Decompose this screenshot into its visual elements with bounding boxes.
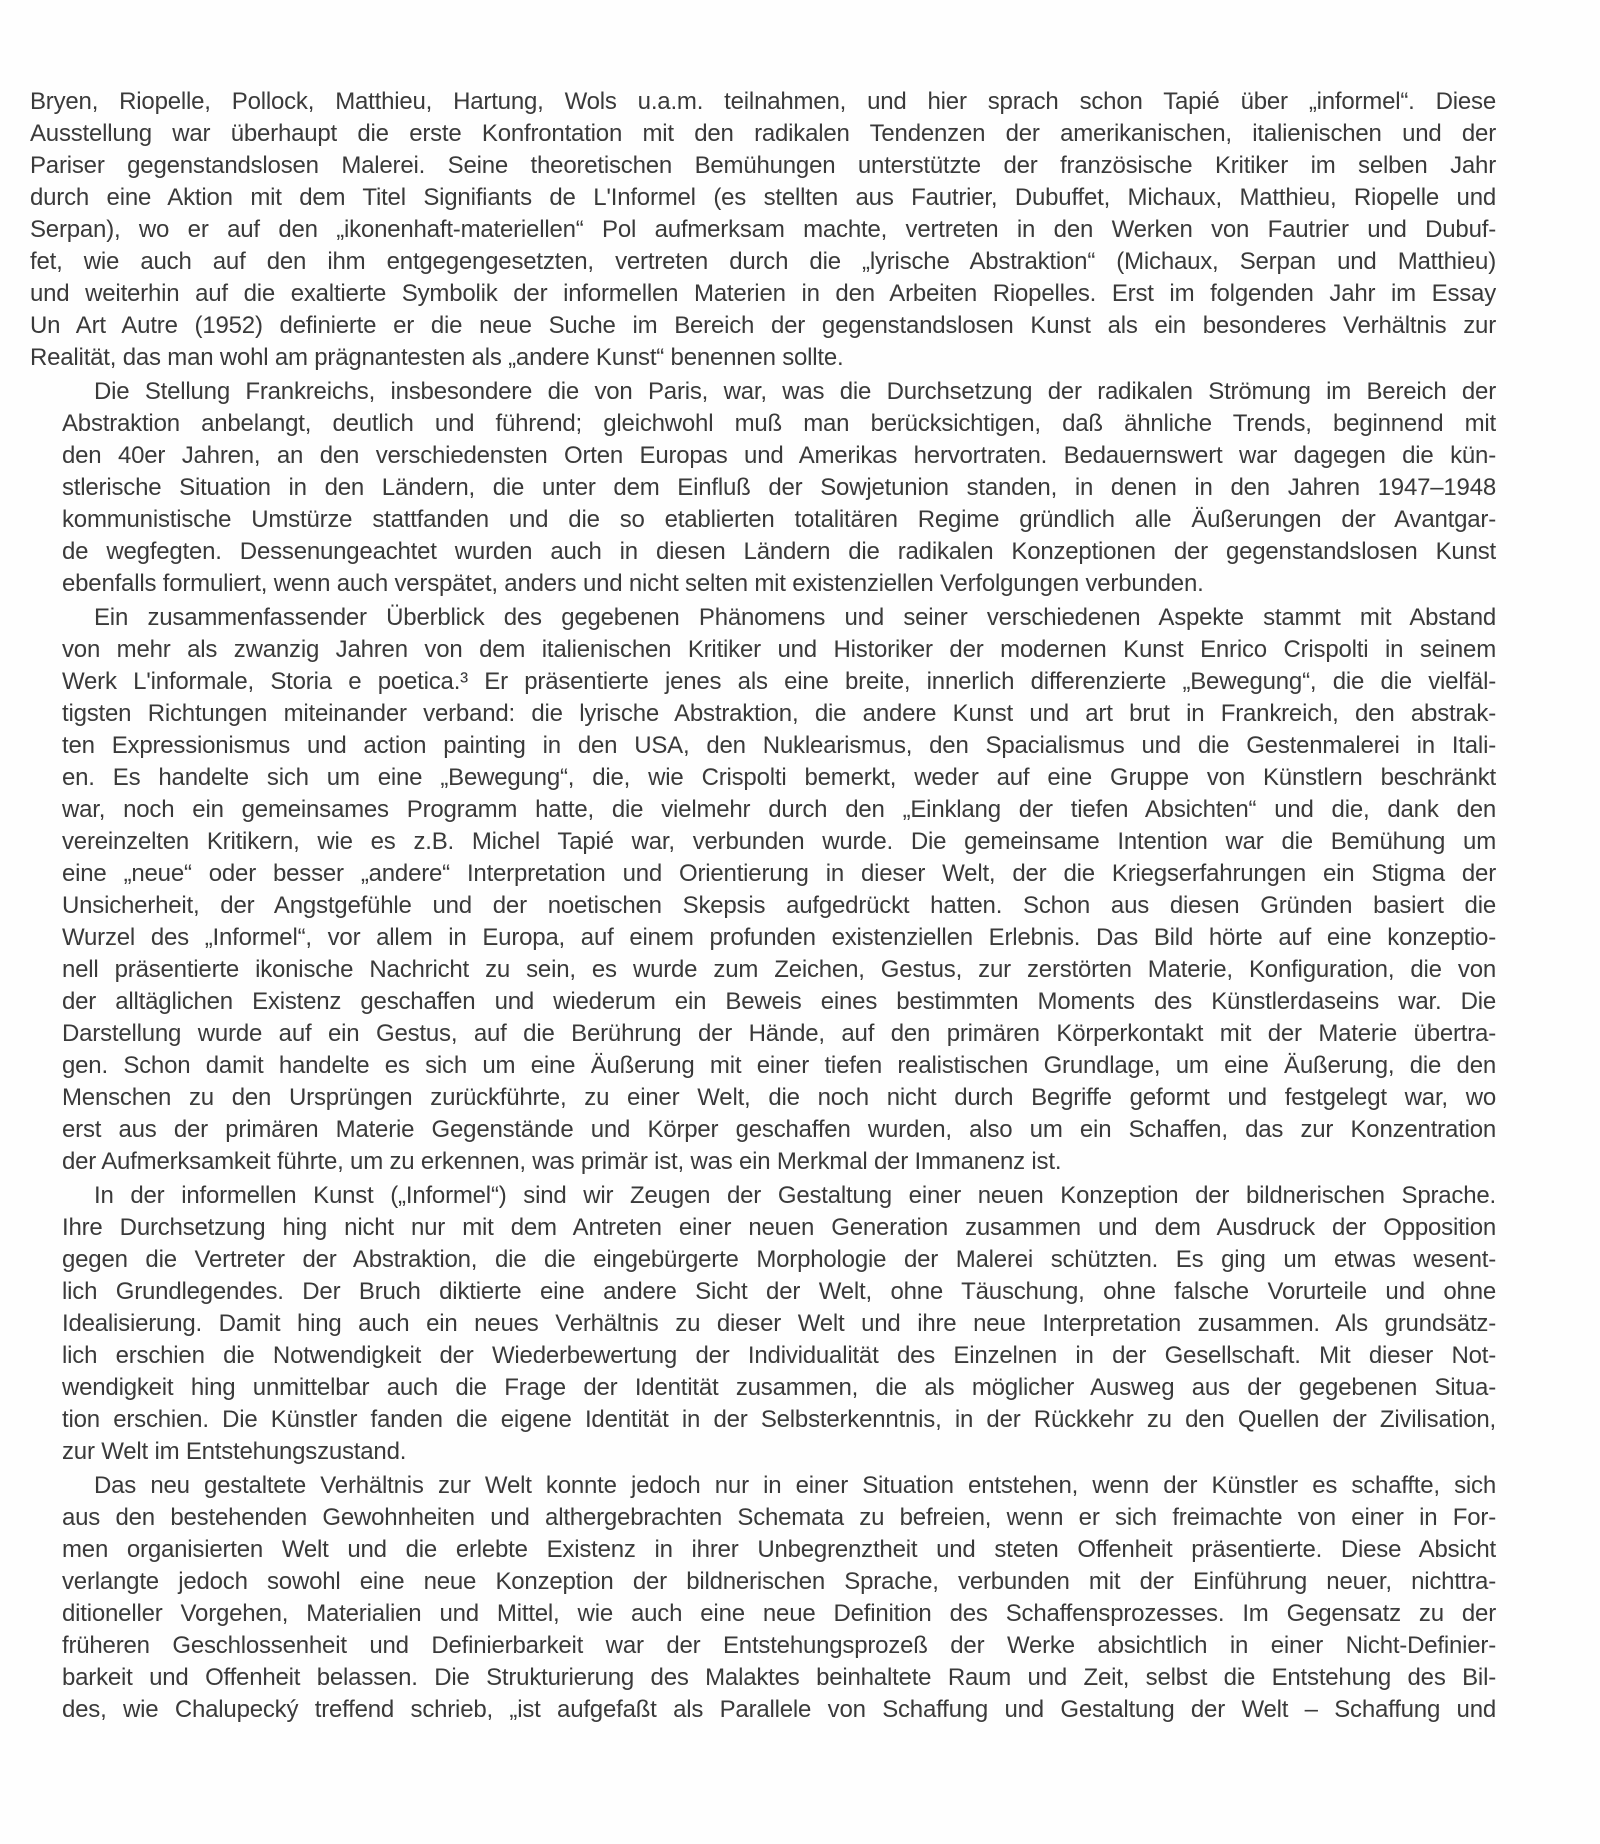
body-text (30, 86, 1496, 1728)
text-line: eine „neue“ oder besser „andere“ Interpretation und Orientierung in dieser Welt, der die Kriegserfahrungen ein Stigma der (62, 860, 1496, 887)
text-line: Ein zusammenfassender Überblick des gegebenen Phänomens und seiner verschiedenen Aspekte stammt mit Abstand (94, 604, 1496, 631)
text-line: der Aufmerksamkeit führte, um zu erkennen, was primär ist, was ein Merkmal der Immanenz ist. (62, 1148, 1062, 1175)
text-line: tigsten Richtungen miteinander verband: die lyrische Abstraktion, die andere Kunst und art brut in Frankreich, den abstrak- (62, 700, 1496, 727)
text-line: Realität, das man wohl am prägnantesten als „andere Kunst“ benennen sollte. (30, 344, 844, 371)
text-line: fet, wie auch auf den ihm entgegengesetzten, vertreten durch die „lyrische Abstraktion“ (Michaux, Serpan und Matthieu) (30, 248, 1496, 275)
text-line: früheren Geschlossenheit und Definierbarkeit war der Entstehungsprozeß der Werke absichtlich in einer Nicht-Definier- (62, 1632, 1496, 1659)
text-line: Unsicherheit, der Angstgefühle und der noetischen Skepsis aufgedrückt hatten. Schon aus diesen Gründen basiert die (62, 892, 1496, 919)
text-line: en. Es handelte sich um eine „Bewegung“, die, wie Crispolti bemerkt, weder auf eine Gruppe von Künstlern beschränkt (62, 764, 1496, 791)
text-line: ebenfalls formuliert, wenn auch verspätet, anders und nicht selten mit existenziellen Verfolgungen verbunden. (62, 570, 1204, 597)
text-line: Das neu gestaltete Verhältnis zur Welt konnte jedoch nur in einer Situation entstehen, wenn der Künstler es schaffte, sich (94, 1472, 1496, 1499)
text-line: Pariser gegenstandslosen Malerei. Seine theoretischen Bemühungen unterstützte der französische Kritiker im selben Jahr (30, 152, 1496, 179)
text-line: tion erschien. Die Künstler fanden die eigene Identität in der Selbsterkenntnis, in der Rückkehr zu den Quellen der Zivilisation, (62, 1406, 1496, 1433)
text-line: kommunistische Umstürze stattfanden und die so etablierten totalitären Regime gründlich alle Äußerungen der Avantgar- (62, 506, 1496, 533)
text-line: Bryen, Riopelle, Pollock, Matthieu, Hartung, Wols u.a.m. teilnahmen, und hier sprach schon Tapié über „informel“. Diese (30, 88, 1496, 115)
text-line: Ausstellung war überhaupt die erste Konfrontation mit den radikalen Tendenzen der amerikanischen, italienischen und der (30, 120, 1496, 147)
text-line: Un Art Autre (1952) definierte er die neue Suche im Bereich der gegenstandslosen Kunst als ein besonderes Verhältnis zur (30, 312, 1496, 339)
text-line: barkeit und Offenheit belassen. Die Strukturierung des Malaktes beinhaltete Raum und Zeit, selbst die Entstehung des Bil- (62, 1664, 1496, 1691)
text-line: de wegfegten. Dessenungeachtet wurden auch in diesen Ländern die radikalen Konzeptionen der gegenstandslosen Kunst (62, 538, 1496, 565)
paragraph (30, 1470, 1496, 1726)
text-line: erst aus der primären Materie Gegenstände und Körper geschaffen wurden, also um ein Schaffen, das zur Konzentration (62, 1116, 1496, 1143)
text-line: den 40er Jahren, an den verschiedensten Orten Europas und Amerikas hervortraten. Bedauernswert war dagegen die kün- (62, 442, 1496, 469)
text-line: Abstraktion anbelangt, deutlich und führend; gleichwohl muß man berücksichtigen, daß ähnliche Trends, beginnend mit (62, 410, 1496, 437)
text-line: der alltäglichen Existenz geschaffen und wiederum ein Beweis eines bestimmten Moments des Künstlerdaseins war. Die (62, 988, 1496, 1015)
text-line: lich erschien die Notwendigkeit der Wiederbewertung der Individualität des Einzelnen in der Gesellschaft. Mit dieser Not- (62, 1342, 1496, 1369)
text-line: des, wie Chalupecký treffend schrieb, „ist aufgefaßt als Parallele von Schaffung und Gestaltung der Welt – Schaffung und (62, 1696, 1496, 1723)
text-line: von mehr als zwanzig Jahren von dem italienischen Kritiker und Historiker der modernen Kunst Enrico Crispolti in seinem (62, 636, 1496, 663)
text-line: Darstellung wurde auf ein Gestus, auf die Berührung der Hände, auf den primären Körperkontakt mit der Materie übertra- (62, 1020, 1496, 1047)
text-line: lich Grundlegendes. Der Bruch diktierte eine andere Sicht der Welt, ohne Täuschung, ohne falsche Vorurteile und ohne (62, 1278, 1496, 1305)
text-line: Ihre Durchsetzung hing nicht nur mit dem Antreten einer neuen Generation zusammen und dem Ausdruck der Opposition (62, 1214, 1496, 1241)
text-line: gen. Schon damit handelte es sich um eine Äußerung mit einer tiefen realistischen Grundlage, um eine Äußerung, die den (62, 1052, 1496, 1079)
paragraph (30, 376, 1496, 600)
text-line: verlangte jedoch sowohl eine neue Konzeption der bildnerischen Sprache, verbunden mit der Einführung neuer, nichttra- (62, 1568, 1496, 1595)
text-line: zur Welt im Entstehungszustand. (62, 1438, 407, 1465)
text-line: Menschen zu den Ursprüngen zurückführte, zu einer Welt, die noch nicht durch Begriffe geformt und festgelegt war, wo (62, 1084, 1496, 1111)
text-line: Werk L'informale, Storia e poetica.³ Er präsentierte jenes als eine breite, innerlich differenzierte „Bewegung“, die die vielfäl- (62, 668, 1496, 695)
text-line: gegen die Vertreter der Abstraktion, die die eingebürgerte Morphologie der Malerei schützten. Es ging um etwas wesent- (62, 1246, 1496, 1273)
text-line: Serpan), wo er auf den „ikonenhaft-materiellen“ Pol aufmerksam machte, vertreten in den Werken von Fautrier und Dubuf- (30, 216, 1496, 243)
text-line: und weiterhin auf die exaltierte Symbolik der informellen Materien in den Arbeiten Riopelles. Erst im folgenden Jahr im Essay (30, 280, 1496, 307)
text-line: aus den bestehenden Gewohnheiten und althergebrachten Schemata zu befreien, wenn er sich freimachte von einer in For- (62, 1504, 1496, 1531)
text-line: In der informellen Kunst („Informel“) sind wir Zeugen der Gestaltung einer neuen Konzeption der bildnerischen Sprache. (94, 1182, 1496, 1209)
paragraph (30, 1180, 1496, 1468)
text-line: nell präsentierte ikonische Nachricht zu sein, es wurde zum Zeichen, Gestus, zur zerstörten Materie, Konfiguration, die von (62, 956, 1496, 983)
text-line: ditioneller Vorgehen, Materialien und Mittel, wie auch eine neue Definition des Schaffensprozesses. Im Gegensatz zu der (62, 1600, 1496, 1627)
text-line: vereinzelten Kritikern, wie es z.B. Michel Tapié war, verbunden wurde. Die gemeinsame Intention war die Bemühung um (62, 828, 1496, 855)
paragraph (30, 86, 1496, 374)
text-line: Idealisierung. Damit hing auch ein neues Verhältnis zu dieser Welt und ihre neue Interpretation zusammen. Als grundsätz- (62, 1310, 1496, 1337)
paragraph (30, 602, 1496, 1178)
text-line: Die Stellung Frankreichs, insbesondere die von Paris, war, was die Durchsetzung der radikalen Strömung im Bereich der (94, 378, 1496, 405)
text-line: stlerische Situation in den Ländern, die unter dem Einfluß der Sowjetunion standen, in denen in den Jahren 1947–1948 (62, 474, 1496, 501)
text-line: men organisierten Welt und die erlebte Existenz in ihrer Unbegrenztheit und steten Offenheit präsentierte. Diese Absicht (62, 1536, 1496, 1563)
text-line: wendigkeit hing unmittelbar auch die Frage der Identität zusammen, die als möglicher Ausweg aus der gegebenen Situa- (62, 1374, 1496, 1401)
text-line: Wurzel des „Informel“, vor allem in Europa, auf einem profunden existenziellen Erlebnis. Das Bild hörte auf eine konzeptio- (62, 924, 1496, 951)
text-line: durch eine Aktion mit dem Titel Signifiants de L'Informel (es stellten aus Fautrier, Dubuffet, Michaux, Matthieu, Riopelle und (30, 184, 1496, 211)
text-line: ten Expressionismus und action painting in den USA, den Nuklearismus, den Spacialismus und die Gestenmalerei in Itali- (62, 732, 1496, 759)
text-line: war, noch ein gemeinsames Programm hatte, die vielmehr durch den „Einklang der tiefen Absichten“ und die, dank den (62, 796, 1496, 823)
